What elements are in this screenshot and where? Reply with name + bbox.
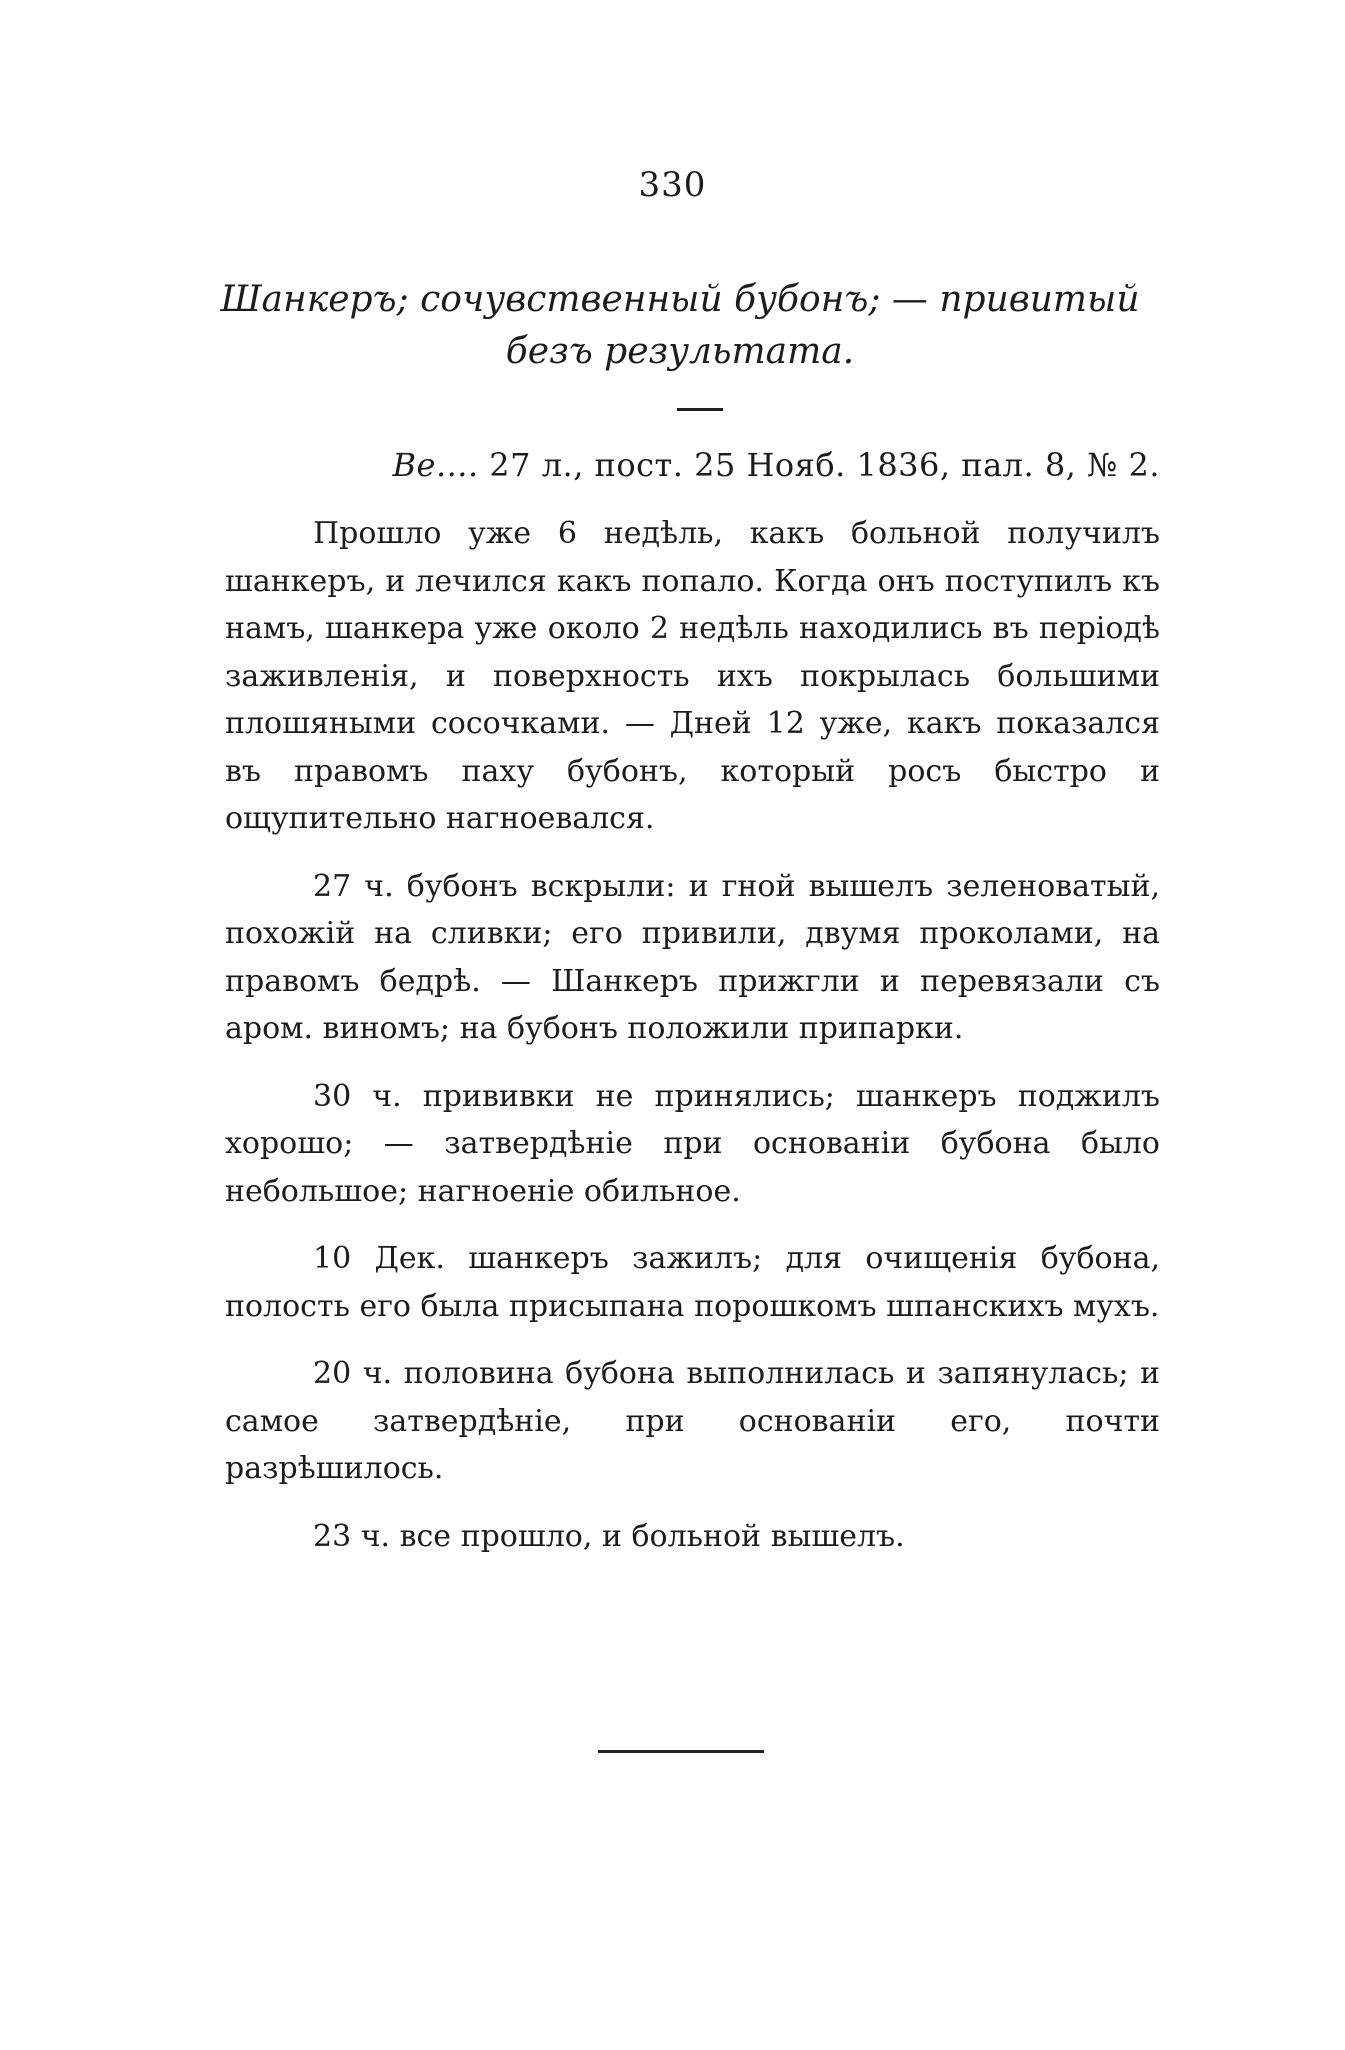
paragraph-history: Прошло уже 6 недѣль, какъ больной получилъ шанкеръ, и лечился какъ попало. Когда онъ поступилъ къ намъ, шанкера уже около 2 недѣль находились въ періодѣ заживленія, и поверхность ихъ покрылась большими плошяными сосочками. — Дней 12 уже, какъ показался въ правомъ паху бубонъ, который росъ быстро и ощупительно нагноевался.	[225, 516, 1160, 836]
case-body	[225, 510, 1160, 1580]
paragraph-day-23: 23 ч. все прошло, и больной вышелъ.	[313, 1518, 905, 1554]
patient-name: Ве....	[392, 446, 479, 484]
case-record-line	[200, 443, 1160, 487]
paragraph-day-20: 20 ч. половина бубона выполнилась и запянулась; и самое затвердѣніе, при основаніи его, почти разрѣшилось.	[225, 1356, 1160, 1486]
end-divider	[598, 1750, 764, 1753]
case-heading: Шанкеръ; сочувственный бубонъ; — привитый безъ результата.	[220, 279, 1140, 372]
case-details: 27 л., пост. 25 Нояб. 1836, пал. 8, № 2.	[478, 446, 1160, 484]
paragraph-day-30: 30 ч. прививки не принялись; шанкеръ поджилъ хорошо; — затвердѣніе при основаніи бубона было небольшое; нагноеніе обильное.	[225, 1078, 1160, 1209]
page-number: 330	[638, 165, 707, 205]
paragraph-day-27: 27 ч. бубонъ вскрыли: и гной вышелъ зеленоватый, похожій на сливки; его привили, двумя проколами, на правомъ бедрѣ. — Шанкеръ прижгли и перевязали съ аром. виномъ; на бубонъ положили припарки.	[225, 868, 1160, 1046]
paragraph-dec-10: 10 Дек. шанкеръ зажилъ; для очищенія бубона, полость его была присыпана порошкомъ шпанскихъ мухъ.	[225, 1241, 1160, 1324]
heading-divider	[677, 408, 723, 411]
